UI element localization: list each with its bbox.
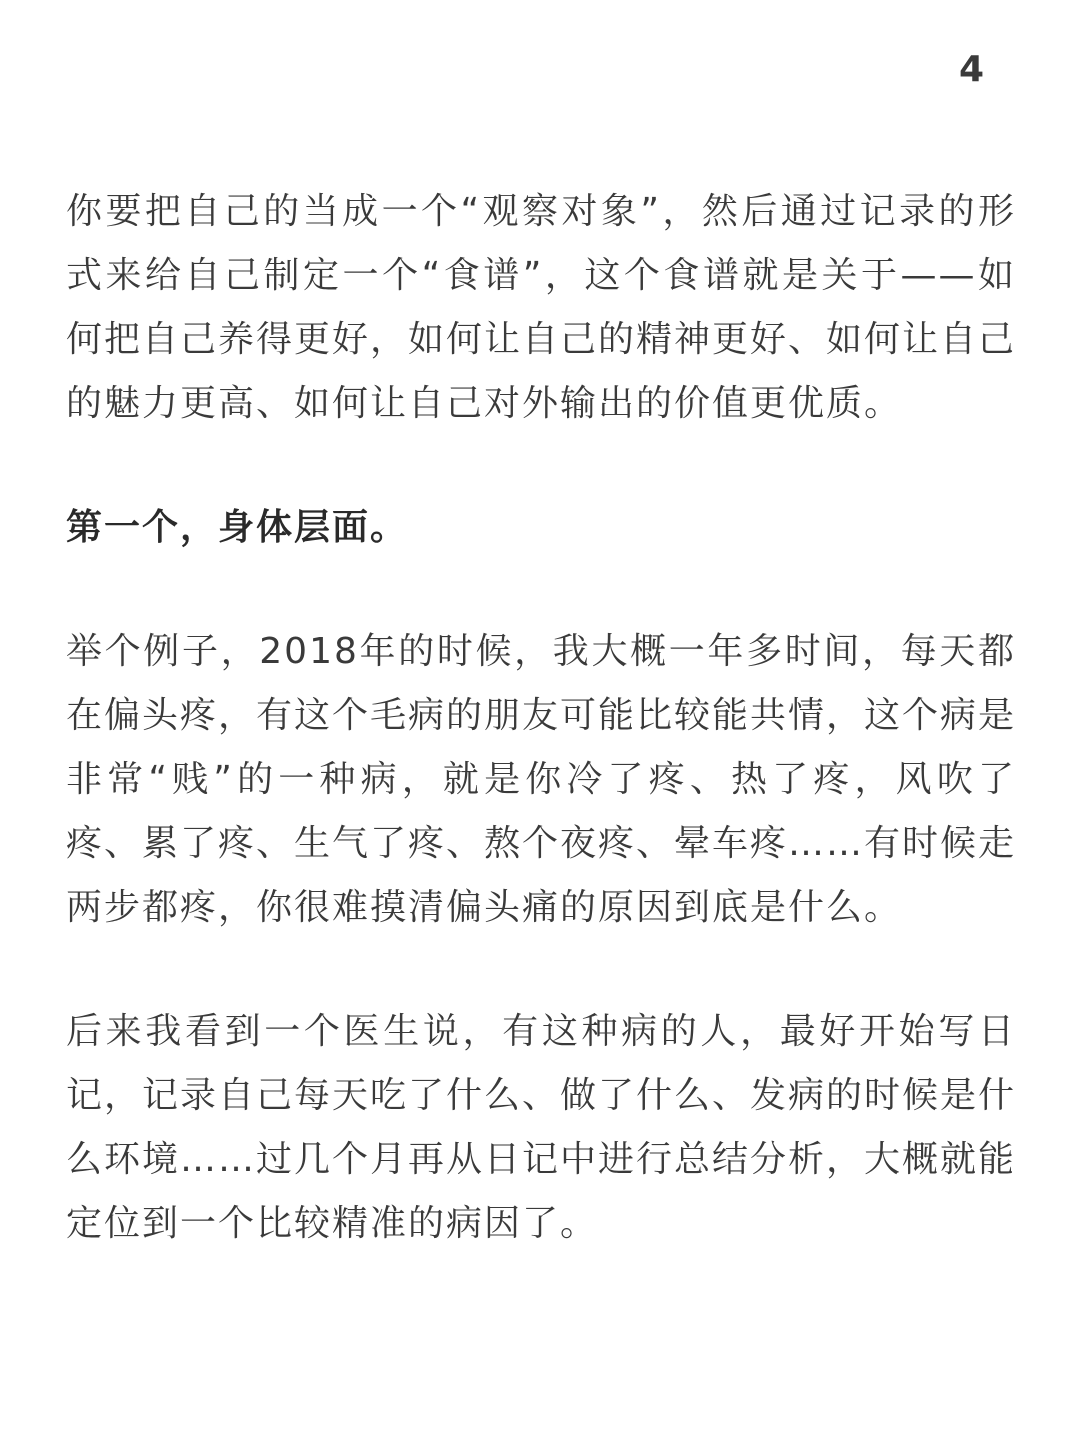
paragraph-intro: 你要把自己的当成一个“观察对象”，然后通过记录的形式来给自己制定一个“食谱”，这个食谱就是关于——如何把自己养得更好，如何让自己的精神更好、如何让自己的魅力更高、如何让自己对外输出的价值更优质。 bbox=[66, 191, 1017, 424]
paragraph-example: 举个例子，2018年的时候，我大概一年多时间，每天都在偏头疼，有这个毛病的朋友可能比较能共情，这个病是非常“贱”的一种病，就是你冷了疼、热了疼，风吹了疼、累了疼、生气了疼、熬个夜疼、晕车疼……有时候走两步都疼，你很难摸清偏头痛的原因到底是什么。 bbox=[66, 631, 1017, 928]
paragraph-doctor-advice: 后来我看到一个医生说，有这种病的人，最好开始写日记，记录自己每天吃了什么、做了什么、发病的时候是什么环境……过几个月再从日记中进行总结分析，大概就能定位到一个比较精准的病因了。 bbox=[66, 1011, 1017, 1244]
article-body bbox=[66, 180, 1016, 1316]
section-heading: 第一个，身体层面。 bbox=[66, 507, 409, 548]
page-number: 4 bbox=[958, 49, 984, 90]
